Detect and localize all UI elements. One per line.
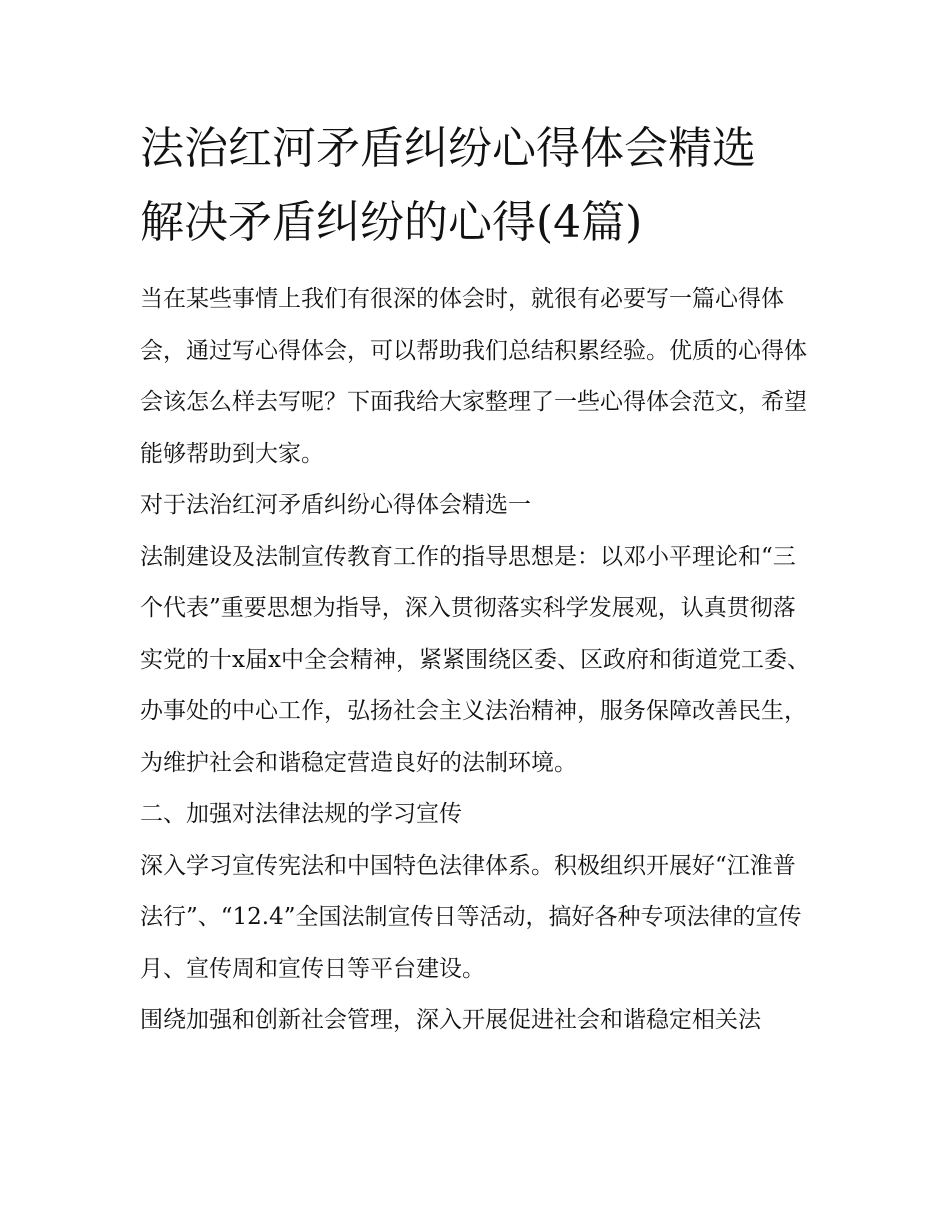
document-title: 法治红河矛盾纠纷心得体会精选 解决矛盾纠纷的心得(4篇) [140, 123, 756, 248]
document-body [140, 112, 812, 1047]
paragraph-social-management: 围绕加强和创新社会管理，深入开展促进社会和谐稳定相关法 [140, 1007, 761, 1033]
paragraph-section-heading-1: 对于法治红河矛盾纠纷心得体会精选一 [140, 492, 531, 518]
paragraph-guiding-ideology: 法制建设及法制宣传教育工作的指导思想是：以邓小平理论和“三个代表”重要思想为指导，深入贯彻落实科学发展观，认真贯彻落实党的十x届x中全会精神，紧紧围绕区委、区政府和街道党工委、办事处的中心工作，弘扬社会主义法治精神，服务保障改善民生，为维护社会和谐稳定营造良好的法制环境。 [140, 543, 810, 776]
paragraph-section-heading-2: 二、加强对法律法规的学习宣传 [140, 801, 462, 827]
paragraph-intro: 当在某些事情上我们有很深的体会时，就很有必要写一篇心得体会，通过写心得体会，可以帮助我们总结积累经验。优质的心得体会该怎么样去写呢？下面我给大家整理了一些心得体会范文，希望能够帮助到大家。 [140, 286, 807, 467]
paragraph-law-publicity: 深入学习宣传宪法和中国特色法律体系。积极组织开展好“江淮普法行”、“12.4”全国法制宣传日等活动，搞好各种专项法律的宣传月、宣传周和宣传日等平台建设。 [140, 852, 802, 982]
